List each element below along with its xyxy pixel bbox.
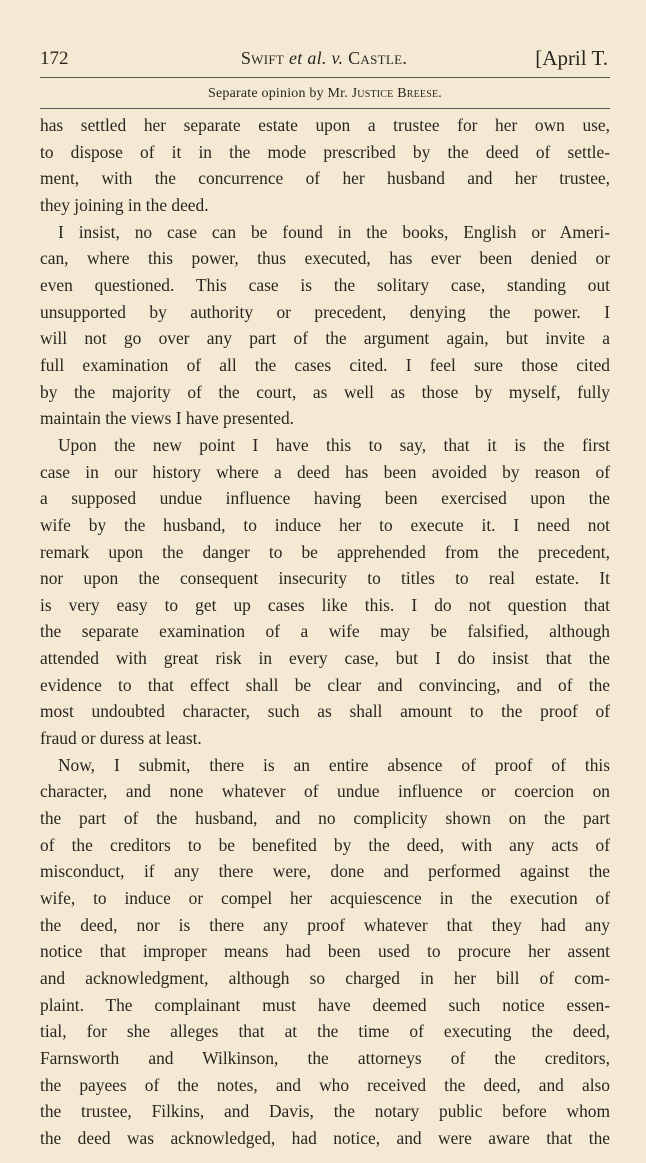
text-line: the trustee, Filkins, and Davis, the notary public before whom	[40, 1101, 610, 1122]
text-line: the part of the husband, and no complicity shown on the part	[40, 808, 610, 829]
text-line: a supposed undue influence having been exercised upon the	[40, 488, 610, 509]
justice-name: Justice Breese.	[351, 86, 442, 101]
text-line: attended with great risk in every case, but I do insist that the	[40, 648, 610, 669]
subheader-rule	[40, 108, 610, 109]
text-line: plaint. The complainant must have deemed such notice essen-	[40, 994, 610, 1015]
text-line: nor upon the consequent insecurity to titles to real estate. It	[40, 568, 610, 589]
title-suffix: Castle.	[348, 48, 408, 68]
text-line: wife by the husband, to induce her to execute it. I need not	[40, 514, 610, 535]
text-line: case in our history where a deed has been avoided by reason of	[40, 461, 610, 482]
case-title	[40, 48, 608, 69]
text-line: even questioned. This case is the solitary case, standing out	[40, 274, 610, 295]
text-line: and acknowledgment, although so charged in her bill of com-	[40, 968, 610, 988]
text-line: most undoubted character, such as shall amount to the proof of	[40, 701, 610, 722]
text-line: the separate examination of a wife may be falsified, although	[40, 621, 610, 642]
text-line: by the majority of the court, as well as those by myself, fully	[40, 381, 610, 402]
text-line: maintain the views I have presented.	[40, 408, 295, 429]
text-line: misconduct, if any there were, done and performed against the	[40, 861, 610, 882]
text-line: unsupported by authority or precedent, denying the power. I	[40, 301, 610, 322]
text-line: Upon the new point I have this to say, that it is the first	[58, 434, 610, 455]
text-line: the deed was acknowledged, had notice, and were aware that the	[40, 1127, 610, 1148]
text-line: Now, I submit, there is an entire absence of proof of this	[58, 754, 610, 775]
text-line: character, and none whatever of undue influence or coercion on	[40, 781, 610, 802]
text-line: full examination of all the cases cited. I feel sure those cited	[40, 354, 610, 375]
text-line: remark upon the danger to be apprehended from the precedent,	[40, 541, 610, 562]
text-line: notice that improper means had been used to procure her assent	[40, 941, 610, 962]
text-line: has settled her separate estate upon a trustee for her own use,	[40, 115, 610, 135]
text-line: ment, with the concurrence of her husband and her trustee,	[40, 168, 610, 189]
text-line: evidence to that effect shall be clear and convincing, and of the	[40, 674, 610, 695]
text-line: will not go over any part of the argument again, but invite a	[40, 328, 610, 349]
running-header	[40, 40, 608, 70]
body-text	[40, 112, 610, 1152]
text-line: they joining in the deed.	[40, 194, 209, 215]
text-line: wife, to induce or compel her acquiescence in the execution of	[40, 888, 610, 909]
text-line: the payees of the notes, and who received the deed, and also	[40, 1074, 610, 1095]
title-prefix: Swift	[240, 48, 285, 68]
text-line: can, where this power, thus executed, has ever been denied or	[40, 248, 610, 269]
term-label: [April T.	[535, 46, 608, 70]
text-line: is very easy to get up cases like this. I do not question that	[40, 594, 610, 615]
text-line: of the creditors to be benefited by the deed, with any acts of	[40, 834, 610, 855]
text-line: Farnsworth and Wilkinson, the attorneys of the creditors,	[40, 1047, 610, 1068]
header-rule	[40, 77, 610, 78]
subheader-prefix: Separate opinion by Mr.	[208, 86, 348, 101]
text-line: to dispose of it in the mode prescribed by the deed of settle-	[40, 141, 610, 162]
text-line: I insist, no case can be found in the books, English or Ameri-	[58, 221, 610, 242]
title-italic: et al. v.	[288, 48, 344, 68]
page-number: 172	[40, 48, 69, 69]
subheader	[40, 86, 610, 102]
text-line: the deed, nor is there any proof whatever that they had any	[40, 914, 610, 935]
text-line: fraud or duress at least.	[40, 728, 202, 749]
text-line: tial, for she alleges that at the time of executing the deed,	[40, 1021, 610, 1042]
